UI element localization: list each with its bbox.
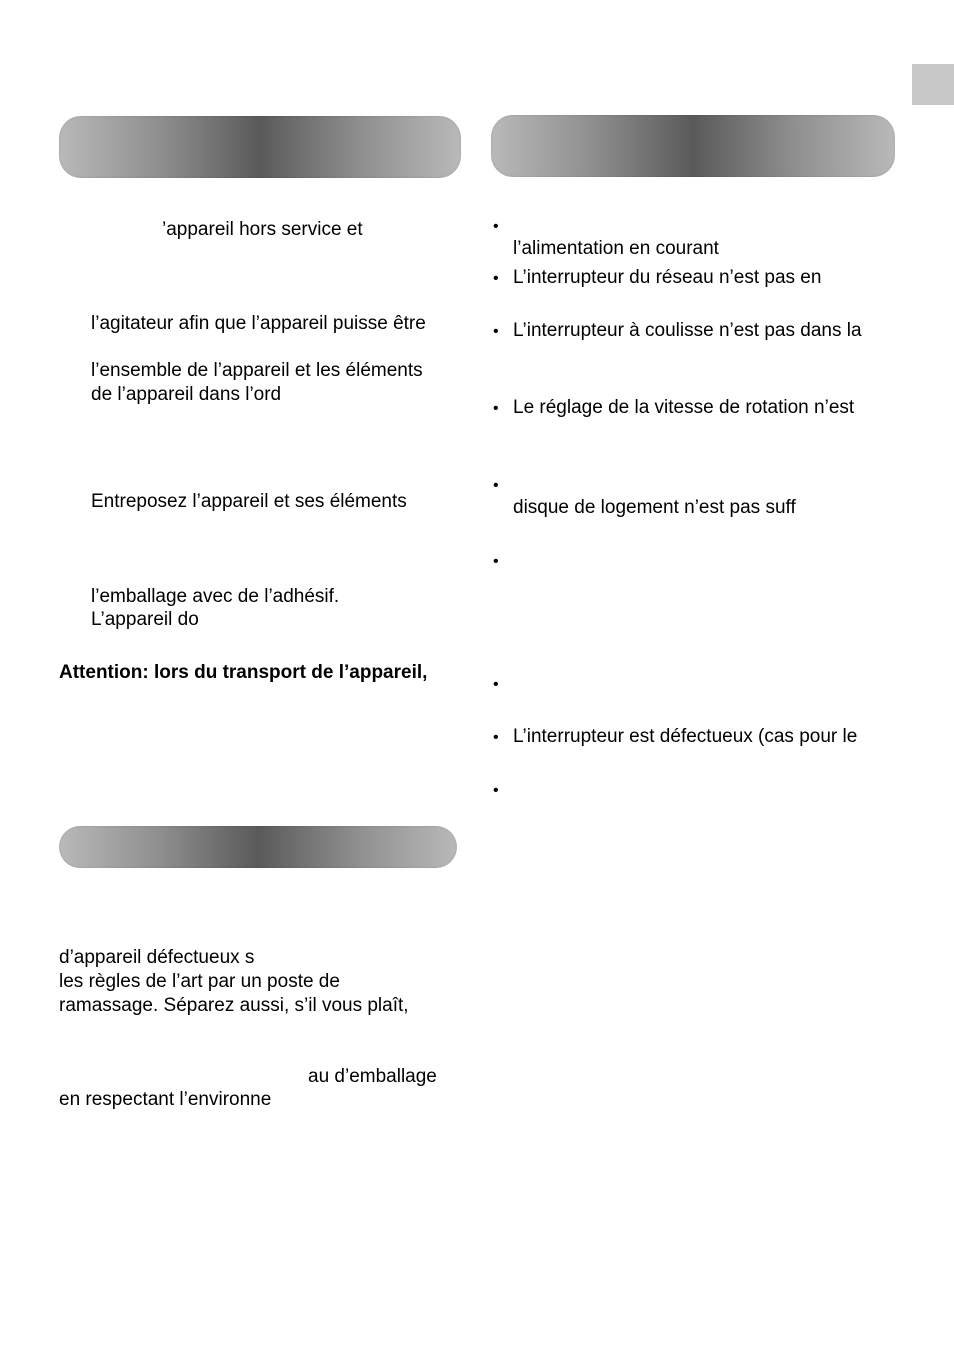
depannage-line-6: L’interrupteur est défectueux (cas pour le: [513, 726, 858, 747]
bullet-3: •: [493, 323, 499, 340]
bullet-4: •: [493, 400, 499, 417]
bullet-5: •: [493, 477, 499, 494]
entretien-line-3: l’ensemble de l’appareil et les éléments: [91, 360, 423, 381]
depannage-line-4: Le réglage de la vitesse de rotation n’est: [513, 397, 855, 418]
section-banner-depannage: [491, 115, 895, 177]
attention-note: Attention: lors du transport de l’appareil,: [59, 662, 428, 683]
depannage-line-2: L’interrupteur du réseau n’est pas en: [513, 267, 822, 288]
entretien-line-6: l’emballage avec de l’adhésif.: [91, 586, 340, 607]
elimination-line-5: en respectant l’environne: [59, 1089, 272, 1110]
section-banner-entretien: [59, 116, 461, 178]
elimination-line-1: d’appareil défectueux s: [59, 947, 255, 968]
bullet-7: •: [493, 676, 499, 693]
page-tab: [912, 64, 954, 105]
bullet-1: •: [493, 218, 499, 235]
entretien-line-4: de l’appareil dans l’ord: [91, 384, 282, 405]
entretien-line-1: ’appareil hors service et: [162, 219, 363, 240]
elimination-line-3: ramassage. Séparez aussi, s’il vous plaît,: [59, 995, 409, 1016]
depannage-line-5: disque de logement n’est pas suff: [513, 497, 796, 518]
elimination-line-2: les règles de l’art par un poste de: [59, 971, 340, 992]
bullet-9: •: [493, 782, 499, 799]
entretien-line-5: Entreposez l’appareil et ses éléments: [91, 491, 407, 512]
elimination-line-4: au d’emballage: [308, 1066, 437, 1087]
bullet-2: •: [493, 270, 499, 287]
entretien-line-7: L’appareil do: [91, 609, 199, 630]
bullet-6: •: [493, 553, 499, 570]
section-banner-elimination: [59, 826, 457, 868]
entretien-line-2: l’agitateur afin que l’appareil puisse être: [91, 313, 426, 334]
depannage-line-3: L’interrupteur à coulisse n’est pas dans la: [513, 320, 862, 341]
bullet-8: •: [493, 729, 499, 746]
depannage-line-1: l’alimentation en courant: [513, 238, 719, 259]
